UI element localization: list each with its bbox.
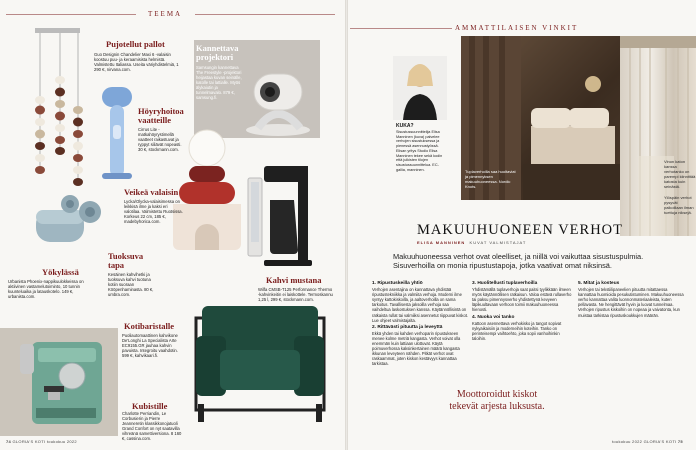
product-title: Kubistille [132,401,168,411]
text-column [578,279,686,320]
product-description: Urbanista Phoenix-nappikuulokkeissa on aktiivinen vastamelutoiminto, 10 tunnin kuunteluaika ja latauskotelo. 149 €, urbanista.com. [8,279,84,299]
issue-date: toukokuu 2022 [612,439,643,444]
coffee-maker-image [240,160,330,270]
photo-caption: Tuplaverhoilla saa huoltaviat ja pimennyksen makuuhuoneessa. Nordic Knots. [465,169,516,189]
issue-date: toukokuu 2022 [46,439,77,444]
left-page [0,0,346,450]
earbuds-image [30,190,106,250]
kuka-text: Sisustussuunnittelija Elisa Manninen (kuva) palvelee verhojen sisustuksessa ja pienessä asennustyössä. Elisan yritys Studio Elisa Manninen tekee sekä kodin että julkisten tilojen sisustussuunnittelua. EC-gallia, manninen. [396,130,443,172]
page-number: 74 [6,439,12,444]
page-number: 75 [677,439,683,444]
product-description: Charlotte Perriandin, Le Corbusierin ja Pierre Jeanneretin klassikkonojatuoli Grand Confort on nyt saatavilla vihreänä samettiversiona. 8 160 €, cassina.com. [122,411,182,441]
espresso-machine-image [14,334,114,434]
product-title: Veikeä valaisin [124,187,179,197]
article-lead: Makuuhuoneessa verhot ovat oleelliset, ja niillä voi vaikuttaa sisustuspulmia. Sisuverhoilla on monia ripustustapoja, jotka vaativat omat niksinsä. [393,252,644,271]
magazine-name: GLORIA'S KOTI [643,439,677,444]
product-title: Yökylässä [42,267,79,277]
product-title: Kannettava projektori [196,43,239,62]
section-text: Kattoon asennettava verhokisko ja tangot sopivat nykyaikaisiin ja moderneihin koteihin. Tanko on perinteisempi vaihtoehto, joka sopii vanhoihinkin taloihin. [472,320,562,341]
photo-caption: Ylöspäin verhot pysyvät paikoillaan ilman tuettuja niksejä. [664,195,694,215]
section-heading: 1. Ripustuskeilla yhtiö [372,281,423,286]
kuka-heading: KUKA? [396,123,414,129]
product-description: Wilfa CMSB-T125 Performance Thermo -kahvinkeitin ei laiskottele. Termoskannu 1,25 l, 299 €, stockmann.com. [258,287,333,302]
byline [417,240,526,245]
armchair-image [186,300,334,430]
magazine-name: GLORIA'S KOTI [12,439,46,444]
section-heading: 4. Nuoka voi tanko [472,314,515,320]
product-description: Guo Designin Chandelier Maxi 6 -valaisin koostuu puu- ja keraamisista helmistä. Valmistettu Italiassa. Useita väriyhdistelmiä, 1 290 €, nirvana.com. [94,52,179,72]
product-description: Kesäinen kahvihetki ja tuoksuva kahvi tuotuna kotiin suoraan Kööpenhaminasta. 80 €, umbra.com. [108,272,154,297]
product-description: Lycka/Olycka-valaisimessa on leikkisä ilme ja kaksi eri valotilaa. Valmistettu Ruotsissa. Korkeus 22 cm, 185 €, madebyhorica.com. [124,199,183,224]
product-description: Cirrus Lite -matkahöyrystimellä vaatteet raikastuvat ja ryppyt siliävät nopeasti. 30 €, stockmann.com. [138,127,182,152]
steamer-image [98,85,136,185]
photo-caption: Vinon katon kanssa verhotanko on parempi kiinnittää katosta kuin seinästä. [664,159,696,189]
chandelier-image [20,22,100,202]
portrait-image [393,56,447,120]
section-label: TEEMA [148,10,183,18]
product-title: Kahvi mustana [266,275,322,285]
text-column [372,279,468,369]
page-footer [612,439,683,444]
product-description: Puoliautomaattinen kahvikone De'Longhi La Specialista Arte EC9155.GR jauhaa kahvin pavuista. Integroitu vaahdotin. 599 €, kahvikaari.fi. [122,333,178,358]
section-rule [350,28,452,29]
byline-role: KUVAT VALMISTAJAT [469,240,527,245]
product-title: Pujotellut pallot [106,39,165,49]
article-headline: MAKUUHUONEEN VERHOT [417,222,624,238]
section-label: AMMATTILAISEN VINKIT [455,24,579,32]
text-column [472,279,572,343]
page-footer [6,439,77,444]
section-text: Ekkä yhden tai kahden verhoparin ripustukseen menee kolme metriä kangasta. Verhot voivat olla enemmän kuin lattiaan ulottuvat. Käytä poimuverhossa kaksinkertainen määrä kangasta ikkunan leveyteen nähden. Pitkät verhot ovat raskaammat, joten kiskon kestävyys kannattaa tarkistaa. [372,330,461,367]
section-text: Verhojen tai tekstiilipaneelien pituutta mitattaessa kannattaa huomioida pesukutistuminen. Makuuhuoneessa verho kannattaa valita luonnonmateriaaleista, kuten pellavasta. Ne hengittävät hyvin ja luovat tunnelmaa. Verhojen ripustus kiskoihin on nopeaa ja vaivatonta, kun muistaa tarkistaa ripustuskoukkujen määrän. [578,287,684,318]
section-rule [6,14,136,15]
section-rule [195,14,335,15]
product-title: Höyryhoitoa vaatteille [138,106,184,125]
byline-author: ELISA MANNINEN [417,240,466,245]
section-text: Yhdistämällä tuplaverhoja saat paitsi tyylikkään ilmeen myös käytännöllisen ratkaisun. Valoa estävä rullaverho tai paksu pimennysverho yhdistettynä kevyeen läpikuultavaan verhoon toimii makuuhuoneessa hienosti. [472,287,572,313]
section-heading: 5. Mitat ja kosteus [578,281,620,286]
section-text: Verhojen asentajina on kannattava yhdistää ripustustekniikka ja valmiita verhoja. Moderni ilme syntyy kattokiskoilla, ja aaltoverhoilla on sama tarkoitus. Tavallisesta jaksoilla verhoja saa vaihdeltua laskostuksen kanssa. Käytännöllisintä on ratkaista rullat tai valmiiksi asennetut riippuvat kiskot. Lue ohjeet valmistajalta. [372,287,469,323]
pull-quote: Moottoroidut kiskot tekevät arjesta luksusta. [449,389,545,412]
section-heading: 3. Huolitellusti tuplaverhoilla [472,281,538,286]
section-heading: 2. Rittävästi pituutta ja leveyttä [372,324,443,330]
product-title: Kotibaristalle [124,321,175,331]
product-title: Tuoksuva tapa [108,251,144,270]
product-description: Samsungin kannettava The Freestyle -projektori heijastaa kuvan seinälle, katolle tai lattialle. Myös älykaiutin ja tunnelmavalo. 879 €, samsung.fi. [196,65,242,100]
